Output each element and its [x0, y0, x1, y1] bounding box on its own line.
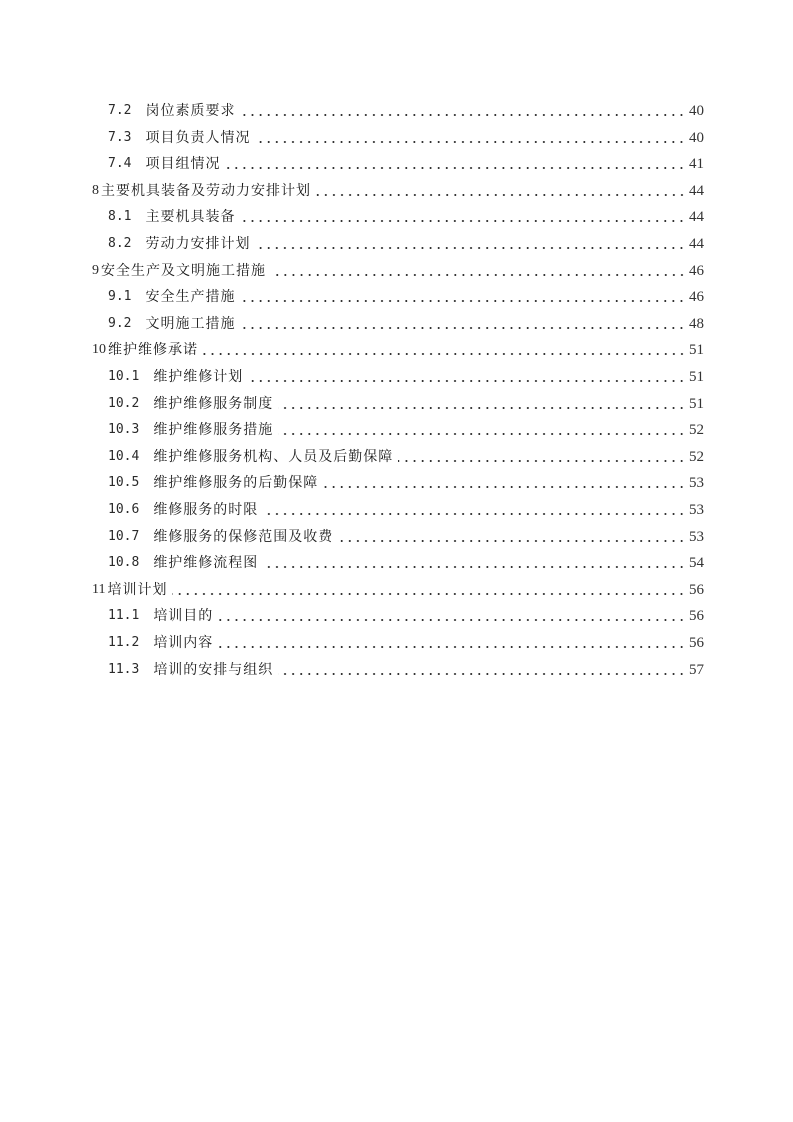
toc-entry-title: 维护维修承诺 [108, 342, 198, 359]
toc-entry-title: 文明施工措施 [145, 315, 236, 332]
toc-entry-number: 10.6 [108, 502, 140, 517]
toc-entry-number: 11 [92, 581, 106, 597]
dot-leader [276, 658, 686, 682]
toc-entry-title: 培训内容 [153, 635, 214, 651]
toc-entry-page: 40 [689, 129, 704, 146]
toc-entry-page: 41 [689, 156, 704, 173]
toc-entry-title: 维护维修服务的后勤保障 [153, 475, 319, 492]
toc-entry-number: 7.2 [108, 103, 132, 118]
toc-entry[interactable] [108, 152, 704, 176]
toc-entry-number: 10.4 [108, 448, 140, 464]
dot-leader [336, 525, 686, 549]
toc-entry-page: 53 [689, 528, 704, 545]
toc-entry-page: 51 [689, 395, 704, 412]
toc-entry[interactable] [92, 259, 704, 283]
toc-entry[interactable] [92, 578, 704, 602]
dot-leader [238, 205, 686, 229]
toc-entry[interactable] [108, 126, 704, 150]
toc-entry-number: 8.2 [108, 236, 132, 251]
dot-leader [216, 604, 686, 628]
toc-entry-page: 51 [689, 369, 704, 385]
toc-entry-page: 53 [689, 502, 704, 518]
toc-entry-number: 10.8 [108, 555, 140, 571]
dot-leader [261, 498, 686, 522]
toc-entry-page: 40 [689, 103, 704, 119]
toc-entry-number: 11.2 [108, 635, 140, 650]
toc-entry[interactable] [108, 392, 704, 416]
toc-entry-page: 53 [689, 475, 704, 492]
toc-entry-title: 劳动力安排计划 [145, 236, 251, 252]
dot-leader [396, 445, 686, 469]
toc-entry[interactable] [108, 525, 704, 549]
toc-entry[interactable] [108, 471, 704, 495]
toc-entry-number: 10.3 [108, 422, 140, 438]
toc-entry[interactable] [92, 179, 704, 203]
toc-entry-number: 10.5 [108, 475, 140, 491]
toc-entry-title: 维护维修服务制度 [153, 395, 274, 412]
toc-entry-title: 维护维修服务措施 [153, 422, 274, 439]
toc-entry-number: 10.2 [108, 395, 140, 411]
toc-entry-page: 48 [689, 315, 704, 332]
toc-entry-page: 56 [689, 635, 704, 651]
toc-entry-page: 56 [689, 581, 704, 598]
dot-leader [238, 312, 686, 336]
dot-leader [246, 365, 686, 389]
dot-leader [238, 285, 686, 309]
toc-entry-page: 46 [689, 289, 704, 306]
toc-entry[interactable] [108, 498, 704, 522]
toc-entry-title: 主要机具装备及劳动力安排计划 [101, 182, 311, 199]
dot-leader [276, 392, 686, 416]
toc-entry-page: 46 [689, 262, 704, 279]
toc-entry-title: 项目负责人情况 [145, 129, 251, 146]
toc-entry-title: 维护维修流程图 [153, 555, 259, 572]
toc-entry-number: 7.4 [108, 156, 132, 172]
dot-leader [238, 99, 686, 123]
toc-entry-page: 44 [689, 182, 704, 199]
toc-entry[interactable] [108, 604, 704, 628]
toc-entry-number: 9.1 [108, 289, 132, 305]
dot-leader [269, 259, 686, 283]
toc-entry-number: 9 [92, 262, 99, 278]
toc-entry-title: 安全生产及文明施工措施 [101, 262, 266, 279]
dot-leader [321, 471, 686, 495]
dot-leader [314, 179, 686, 203]
toc-entry-number: 10.1 [108, 369, 140, 384]
toc-entry-title: 项目组情况 [145, 156, 221, 173]
toc-entry-page: 57 [689, 661, 704, 678]
toc-entry[interactable] [108, 99, 704, 123]
toc-entry-page: 44 [689, 236, 704, 252]
toc-entry-page: 54 [689, 555, 704, 572]
toc-entry-number: 9.2 [108, 315, 132, 331]
toc-entry-page: 52 [689, 422, 704, 439]
toc-entry-title: 维护维修服务机构、人员及后勤保障 [153, 448, 394, 465]
toc-entry[interactable] [92, 338, 704, 362]
dot-leader [223, 152, 686, 176]
toc-entry-number: 7.3 [108, 129, 132, 145]
toc-entry-page: 51 [689, 342, 704, 359]
toc-entry-number: 10.7 [108, 528, 140, 544]
toc-entry[interactable] [108, 312, 704, 336]
toc-entry-number: 10 [92, 342, 106, 358]
dot-leader [170, 578, 686, 602]
toc-entry-title: 培训的安排与组织 [153, 661, 274, 678]
dot-leader [276, 418, 686, 442]
toc-entry-title: 安全生产措施 [145, 289, 236, 306]
toc-entry-page: 56 [689, 608, 704, 625]
toc-entry[interactable] [108, 658, 704, 682]
dot-leader [253, 232, 686, 256]
toc-entry-number: 11.3 [108, 661, 140, 677]
toc-entry-title: 培训目的 [153, 608, 214, 625]
toc-entry-title: 培训计划 [107, 581, 168, 598]
toc-entry[interactable] [108, 285, 704, 309]
dot-leader [201, 338, 686, 362]
toc-entry[interactable] [108, 631, 704, 655]
toc-entry-number: 8.1 [108, 209, 132, 225]
dot-leader [216, 631, 686, 655]
toc-entry-title: 主要机具装备 [145, 209, 236, 226]
toc-entry[interactable] [108, 445, 704, 469]
toc-entry[interactable] [108, 365, 704, 389]
toc-entry-title: 维修服务的时限 [153, 502, 259, 518]
toc-entry-number: 8 [92, 182, 99, 198]
dot-leader [253, 126, 686, 150]
toc-entry-number: 11.1 [108, 608, 140, 624]
toc-entry-title: 维护维修计划 [153, 369, 244, 385]
toc-entry[interactable] [108, 205, 704, 229]
toc-entry[interactable] [108, 232, 704, 256]
toc-entry-page: 44 [689, 209, 704, 226]
toc-entry[interactable] [108, 551, 704, 575]
toc-entry-page: 52 [689, 448, 704, 465]
toc-entry-title: 岗位素质要求 [145, 103, 236, 119]
toc-entry-title: 维修服务的保修范围及收费 [153, 528, 334, 545]
dot-leader [261, 551, 686, 575]
toc-entry[interactable] [108, 418, 704, 442]
